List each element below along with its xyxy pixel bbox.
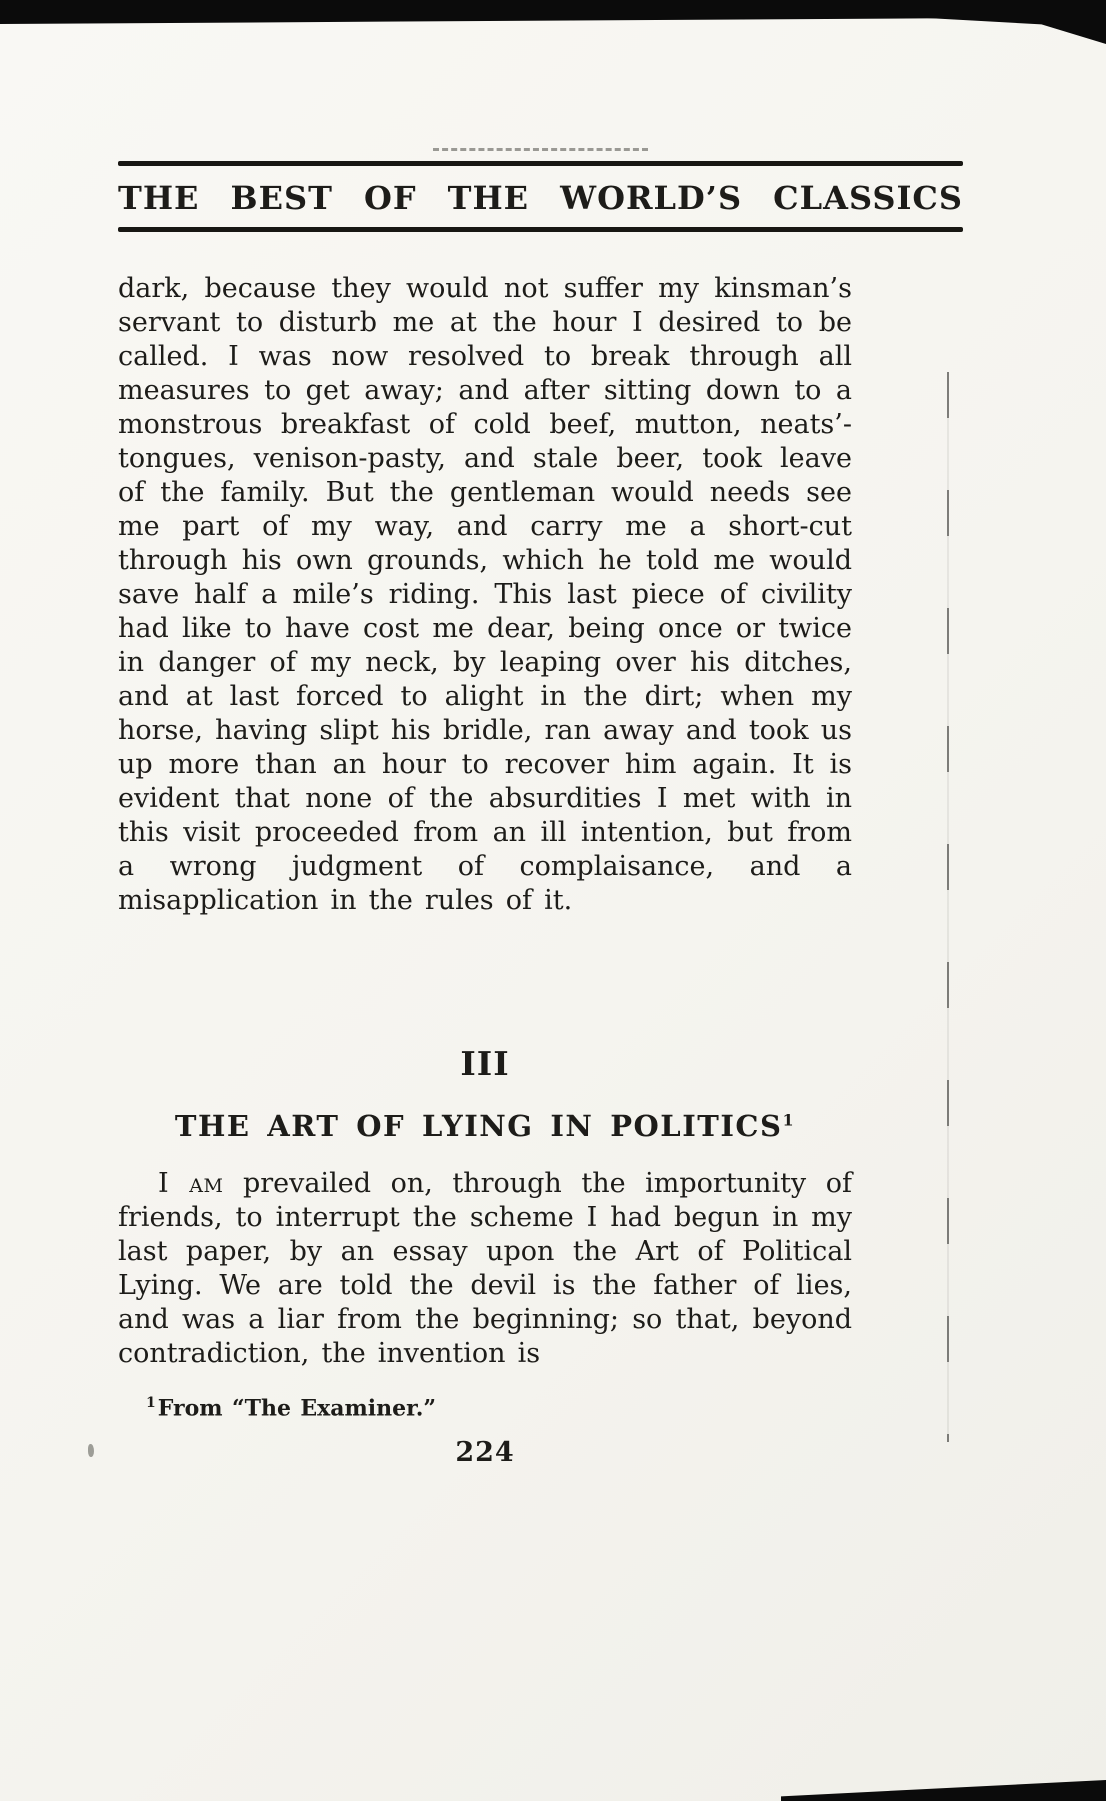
paragraph-opening [118,1167,852,1371]
opening-text: prevailed on, through the importunity of friends, to interrupt the scheme I had begun in my last paper, by an essay upon the Art of Political Lying. We are told the devil is the father of lies, and was a liar from the beginning; so that, beyond contradiction, the invention is [118,1168,852,1369]
scan-artifact-top-edge [0,0,1106,24]
footnote [146,1395,852,1421]
chapter-title-text: THE ART OF LYING IN POLITICS [174,1109,783,1143]
footnote-text: From “The Examiner.” [157,1395,437,1422]
scan-artifact-dashed-line [433,148,648,151]
page-number: 224 [455,1437,515,1469]
page-body [118,272,852,1468]
opening-small-caps: I am [158,1168,224,1199]
chapter-title [118,1109,852,1143]
scan-artifact-speck [88,1444,94,1457]
header-rule-bottom [118,227,963,232]
header-rule-top [118,161,963,166]
scan-artifact-bottom-right-edge [781,1780,1106,1801]
paragraph-continuation: dark, because they would not suffer my kinsman’s servant to disturb me at the hour I desired to be called. I was now resolved to break through all measures to get away; and after sitting down to a monstrous breakfast of cold beef, mutton, neats’-tongues, venison-pasty, and stale beer, took leave of the family. But the gentleman would needs see me part of my way, and carry me a short-cut through his own grounds, which he told me would save half a mile’s riding. This last piece of civility had like to have cost me dear, being once or twice in danger of my neck, by leaping over his ditches, and at last forced to alight in the dirt; when my horse, having slipt his bridle, ran away and took us up more than an hour to recover him again. It is evident that none of the absurdities I met with in this visit proceeded from an ill intention, but from a wrong judgment of complaisance, and a misapplication in the rules of it. [118,273,852,916]
running-head-title: THE BEST OF THE WORLD’S CLASSICS [118,179,963,217]
scan-artifact-top-right-wedge [891,16,1106,44]
footnote-mark: 1 [146,1395,156,1411]
footnote-reference-mark: 1 [782,1110,796,1130]
page-header [118,148,963,232]
section-number: III [460,1044,510,1083]
scan-artifact-right-page-edge [947,372,949,1442]
